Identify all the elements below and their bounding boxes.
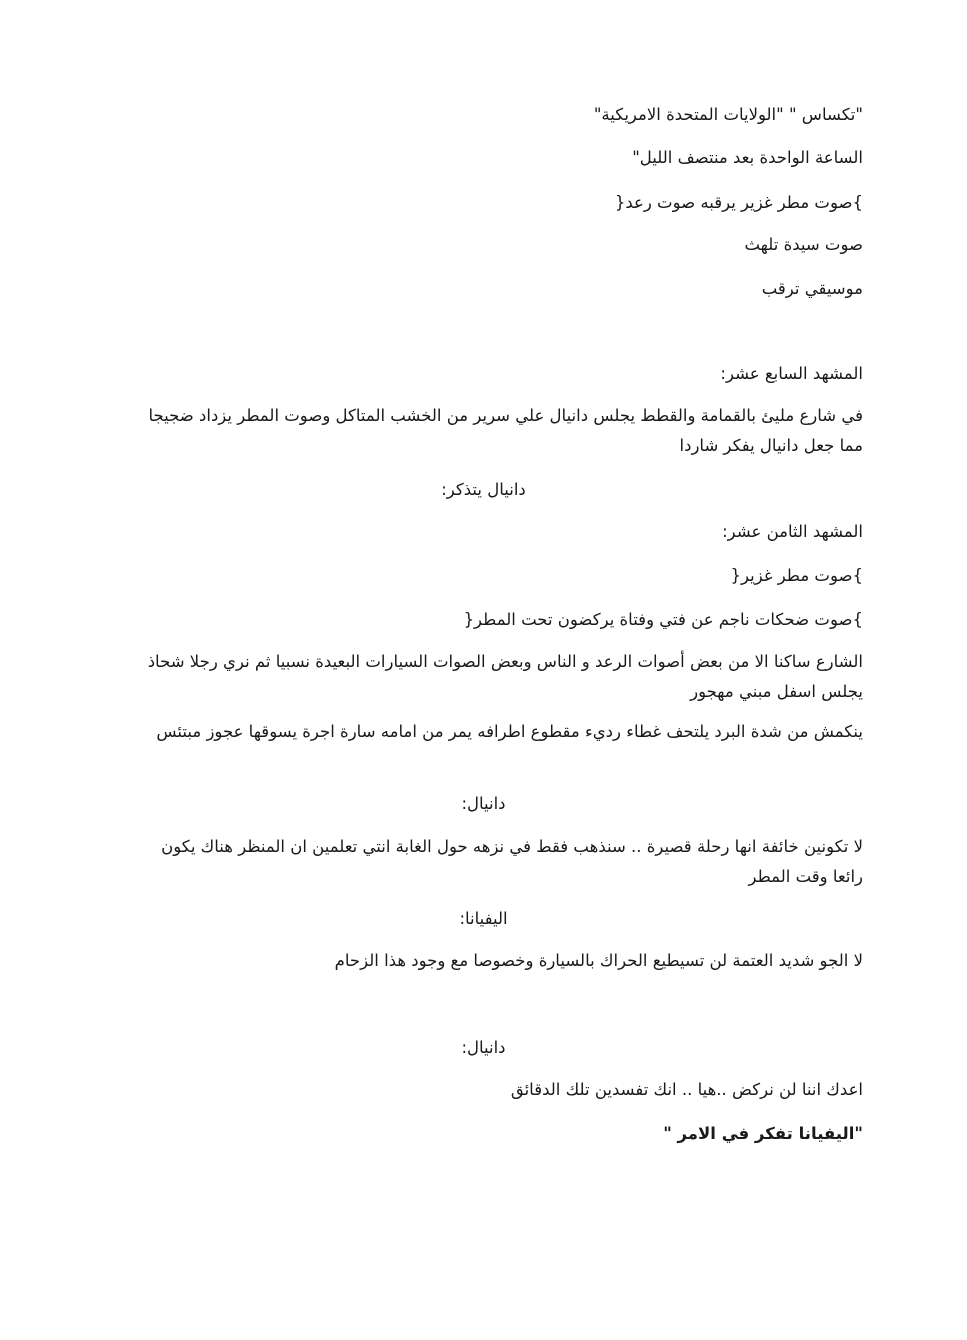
speaker-daniel-2: دانيال: — [461, 1038, 506, 1057]
stage-direction-elviana-thinks: "اليفيانا تفكر في الامر " — [663, 1124, 863, 1143]
speaker-daniel-1: دانيال: — [461, 794, 506, 813]
beggar-description: ينكمش من شدة البرد يلتحف غطاء رديء مقطوع اطرافه يمر من امامه سارة اجرة يسوقها عجوز مبتئس — [156, 722, 863, 741]
daniel-dialogue-2: اعدك اننا لن نركض ..هيا .. انك تفسدين تلك الدقائق — [510, 1080, 863, 1099]
sound-rain-thunder-line: }صوت مطر غزير يرقبه صوت رعد{ — [614, 193, 863, 212]
sound-woman-panting-line: صوت سيدة تلهث — [744, 235, 863, 254]
sound-heavy-rain-line: }صوت مطر غزير{ — [730, 566, 863, 585]
scene-17-heading: المشهد السابع عشر: — [720, 364, 863, 383]
music-line: موسيقي ترقب — [761, 279, 863, 298]
daniel-remembers-label: دانيال يتذكر: — [441, 480, 526, 499]
scene-17-description: في شارع مليئ بالقمامة والقطط يجلس دانيال علي سرير من الخشب المتاكل وصوت المطر يزداد ضجيجا مما جعل دانيال يفكر شاردا — [148, 406, 863, 455]
daniel-dialogue-1: لا تكونين خائفة انها رحلة قصيرة .. سنذهب فقط في نزهه حول الغابة انتي تعلمين ان المنظر هناك يكون رائعا وقت المطر — [161, 837, 863, 886]
location-line: "تكساس " "الولايات المتحدة الامريكية" — [593, 105, 863, 124]
street-description: الشارع ساكنا الا من بعض أصوات الرعد و الناس وبعض الصوات السيارات البعيدة نسبيا ثم نري رجلا شحاذ يجلس اسفل مبني مهجور — [147, 652, 863, 701]
scene-18-heading: المشهد الثامن عشر: — [722, 522, 863, 541]
speaker-elviana: اليفيانا: — [459, 909, 508, 928]
sound-laughter-line: }صوت ضحكات ناجم عن فتي وفتاة يركضون تحت المطر{ — [463, 610, 863, 629]
elviana-dialogue: لا الجو شديد العتمة لن تسيطيع الحراك بالسيارة وخصوصا مع وجود هذا الزحام — [334, 951, 863, 970]
time-line: الساعة الواحدة بعد منتصف الليل" — [632, 148, 863, 167]
